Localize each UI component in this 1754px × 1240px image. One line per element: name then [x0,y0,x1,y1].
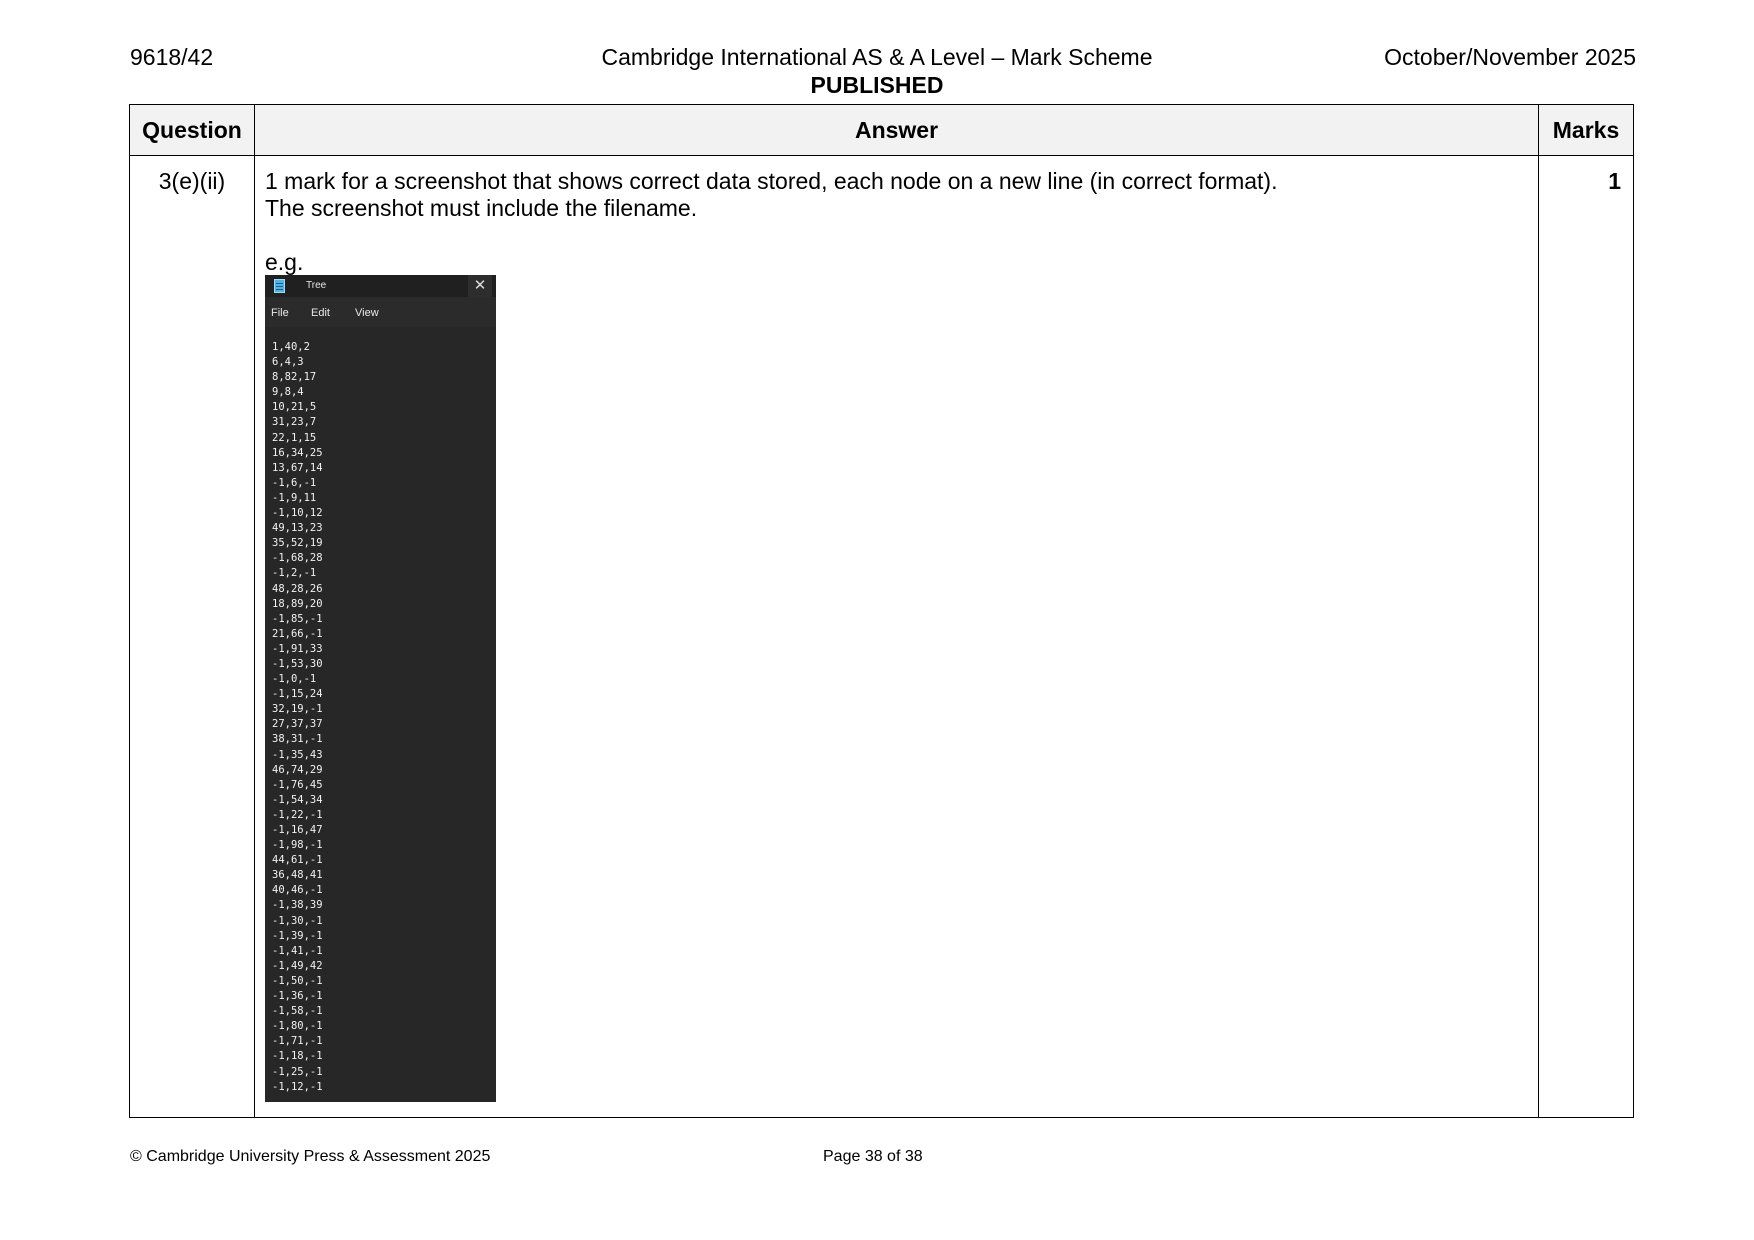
notepad-line: -1,58,-1 [272,1005,323,1018]
notepad-menu-bar [265,297,496,327]
notepad-line: -1,30,-1 [272,914,323,927]
notepad-line: -1,22,-1 [272,808,323,821]
notepad-line: 44,61,-1 [272,854,323,867]
notepad-line: -1,36,-1 [272,990,323,1003]
answer-text-line-2: The screenshot must include the filename. [265,195,698,221]
document-title: Cambridge International AS & A Level – Mark Scheme [601,44,1153,70]
answer-column-header: Answer [255,105,1539,156]
notepad-screenshot [265,275,496,1102]
notepad-line: -1,41,-1 [272,944,323,957]
question-number: 3(e)(ii) [130,156,255,1118]
notepad-line: -1,38,39 [272,899,323,912]
notepad-line: -1,80,-1 [272,1020,323,1033]
notepad-line: 48,28,26 [272,582,323,595]
question-column-header: Question [130,105,255,156]
notepad-app-icon [274,279,285,293]
notepad-line: 22,1,15 [272,431,317,444]
notepad-line: 40,46,-1 [272,884,323,897]
notepad-line: -1,2,-1 [272,567,317,580]
notepad-line: -1,54,34 [272,793,323,806]
notepad-line: -1,35,43 [272,748,323,761]
notepad-line: 36,48,41 [272,869,323,882]
notepad-text-content [265,327,496,1095]
notepad-line: -1,68,28 [272,552,323,565]
notepad-line: 10,21,5 [272,401,317,414]
notepad-line: -1,85,-1 [272,612,323,625]
marks-value: 1 [1539,156,1634,1118]
mark-scheme-table [129,104,1634,1118]
notepad-title-bar [265,275,496,297]
notepad-line: -1,50,-1 [272,974,323,987]
notepad-line: -1,12,-1 [272,1080,323,1093]
notepad-line: -1,6,-1 [272,476,317,489]
published-label: PUBLISHED [810,72,944,98]
notepad-line: 18,89,20 [272,597,323,610]
notepad-line: 35,52,19 [272,537,323,550]
menu-item-view: View [355,307,379,319]
notepad-line: 21,66,-1 [272,627,323,640]
notepad-line: 1,40,2 [272,341,310,353]
notepad-line: 9,8,4 [272,386,304,399]
page-number: Page 38 of 38 [823,1148,923,1165]
notepad-line: 16,34,25 [272,446,323,459]
example-label: e.g. [265,249,304,275]
notepad-line: -1,10,12 [272,507,323,520]
answer-cell [255,156,1539,1118]
notepad-line: -1,18,-1 [272,1050,323,1063]
notepad-line: 38,31,-1 [272,733,323,746]
paper-code: 9618/42 [130,44,214,70]
notepad-line: -1,39,-1 [272,929,323,942]
notepad-line: 27,37,37 [272,718,323,731]
table-header-row [130,105,1634,156]
notepad-line: 32,19,-1 [272,703,323,716]
notepad-filename: Tree [306,280,327,291]
notepad-line: -1,16,47 [272,824,323,836]
menu-item-file: File [271,307,289,319]
notepad-line: -1,15,24 [272,688,323,701]
menu-item-edit: Edit [311,307,330,319]
notepad-line: -1,98,-1 [272,839,323,852]
notepad-line: 13,67,14 [272,461,323,474]
notepad-line: -1,49,42 [272,959,323,972]
notepad-line: -1,91,33 [272,642,323,655]
notepad-line: 49,13,23 [272,522,323,535]
copyright-footer: © Cambridge University Press & Assessment 2025 [130,1148,491,1165]
notepad-line: -1,25,-1 [272,1065,323,1078]
exam-session: October/November 2025 [1384,44,1636,70]
notepad-line: -1,9,11 [272,491,317,504]
notepad-line: -1,76,45 [272,778,323,791]
close-icon: ✕ [468,275,492,297]
table-row [130,156,1634,1118]
marks-column-header: Marks [1539,105,1634,156]
answer-text-line-1: 1 mark for a screenshot that shows correct data stored, each node on a new line (in correct format). [265,168,1278,194]
notepad-line: -1,71,-1 [272,1035,323,1048]
notepad-line: -1,0,-1 [272,673,317,686]
notepad-line: 46,74,29 [272,763,323,776]
notepad-line: 31,23,7 [272,416,317,429]
notepad-line: 8,82,17 [272,371,317,384]
notepad-line: 6,4,3 [272,356,304,369]
notepad-line: -1,53,30 [272,657,323,670]
